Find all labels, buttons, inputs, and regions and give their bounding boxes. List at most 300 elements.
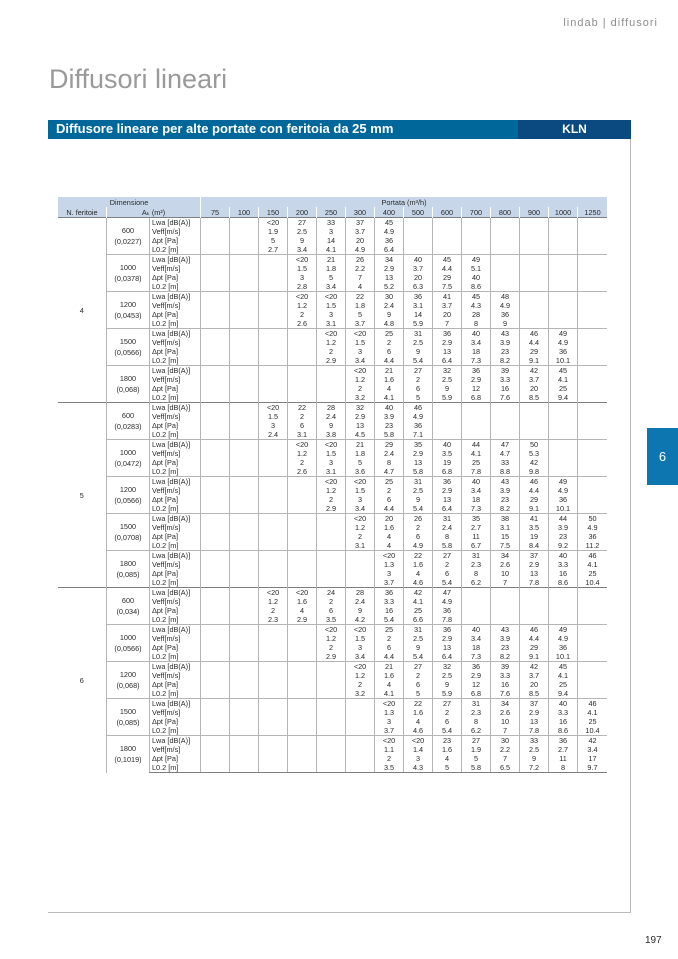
- param-label: Δpt [Pa]: [150, 310, 201, 319]
- value-cell: 2.9: [520, 708, 549, 717]
- value-cell: 2: [288, 458, 317, 467]
- value-cell: 2.9: [404, 449, 433, 458]
- value-cell: 36: [462, 366, 491, 376]
- value-cell: 38: [491, 514, 520, 524]
- value-cell: [230, 282, 259, 292]
- value-cell: 3.8: [317, 430, 346, 440]
- flow-col-800: 800: [491, 207, 520, 218]
- value-cell: [259, 486, 288, 495]
- param-label: Veff[m/s]: [150, 560, 201, 569]
- value-cell: 18: [462, 347, 491, 356]
- value-cell: [317, 680, 346, 689]
- value-cell: [578, 245, 607, 255]
- value-cell: 4: [375, 384, 404, 393]
- value-cell: 31: [462, 551, 491, 561]
- value-cell: [578, 421, 607, 430]
- value-cell: [317, 708, 346, 717]
- value-cell: 9.8: [520, 467, 549, 477]
- value-cell: 35: [462, 514, 491, 524]
- value-cell: [520, 606, 549, 615]
- value-cell: [433, 227, 462, 236]
- feritoie-count: 6: [58, 588, 107, 773]
- value-cell: [288, 717, 317, 726]
- param-label: L0.2 [m]: [150, 282, 201, 292]
- size-area: (0,0708): [114, 533, 142, 542]
- value-cell: [201, 495, 230, 504]
- value-cell: 1.5: [317, 449, 346, 458]
- value-cell: [317, 393, 346, 403]
- value-cell: 8: [375, 458, 404, 467]
- value-cell: [578, 597, 607, 606]
- param-label: Lwa [dB(A)]: [150, 292, 201, 302]
- value-cell: 3.6: [346, 467, 375, 477]
- value-cell: [201, 652, 230, 662]
- value-cell: 9.4: [549, 393, 578, 403]
- value-cell: 34: [491, 551, 520, 561]
- value-cell: [433, 412, 462, 421]
- value-cell: [201, 643, 230, 652]
- value-cell: <20: [259, 588, 288, 598]
- value-cell: 16: [549, 717, 578, 726]
- value-cell: 8.2: [491, 652, 520, 662]
- size-cell: [107, 218, 150, 255]
- value-cell: 2.2: [346, 264, 375, 273]
- value-cell: 28: [462, 310, 491, 319]
- param-label: Veff[m/s]: [150, 486, 201, 495]
- value-cell: 39: [491, 366, 520, 376]
- value-cell: 49: [549, 329, 578, 339]
- value-cell: 33: [317, 218, 346, 228]
- value-cell: [549, 412, 578, 421]
- value-cell: 4.1: [578, 708, 607, 717]
- value-cell: [259, 671, 288, 680]
- value-cell: 25: [578, 569, 607, 578]
- value-cell: [230, 597, 259, 606]
- value-cell: 2.8: [288, 282, 317, 292]
- param-label: L0.2 [m]: [150, 467, 201, 477]
- value-cell: [288, 754, 317, 763]
- value-cell: 4.2: [346, 615, 375, 625]
- value-cell: [317, 523, 346, 532]
- value-cell: 2: [404, 375, 433, 384]
- value-cell: [230, 338, 259, 347]
- value-cell: [404, 245, 433, 255]
- value-cell: [578, 689, 607, 699]
- value-cell: [491, 588, 520, 598]
- size-cell: [107, 329, 150, 366]
- value-cell: 40: [462, 329, 491, 339]
- flow-col-300: 300: [346, 207, 375, 218]
- value-cell: 5.4: [404, 504, 433, 514]
- value-cell: 9.4: [549, 689, 578, 699]
- param-label: L0.2 [m]: [150, 763, 201, 773]
- value-cell: 10: [491, 569, 520, 578]
- value-cell: [288, 662, 317, 672]
- value-cell: 1.2: [288, 301, 317, 310]
- value-cell: 3: [375, 717, 404, 726]
- param-label: Lwa [dB(A)]: [150, 662, 201, 672]
- value-cell: [549, 282, 578, 292]
- value-cell: 46: [520, 625, 549, 635]
- value-cell: [230, 301, 259, 310]
- flow-col-250: 250: [317, 207, 346, 218]
- value-cell: [317, 726, 346, 736]
- value-cell: 7.2: [520, 763, 549, 773]
- size-area: (0,0283): [114, 422, 142, 431]
- value-cell: [201, 421, 230, 430]
- frame-right-border: [630, 139, 631, 912]
- value-cell: [346, 551, 375, 561]
- value-cell: [259, 643, 288, 652]
- value-cell: [346, 726, 375, 736]
- param-label: Lwa [dB(A)]: [150, 255, 201, 265]
- value-cell: 6.7: [462, 541, 491, 551]
- value-cell: [201, 717, 230, 726]
- param-label: Δpt [Pa]: [150, 754, 201, 763]
- value-cell: [259, 458, 288, 467]
- value-cell: [433, 421, 462, 430]
- value-cell: [259, 736, 288, 746]
- value-cell: 2: [375, 486, 404, 495]
- value-cell: [491, 282, 520, 292]
- value-cell: [317, 560, 346, 569]
- value-cell: <20: [346, 329, 375, 339]
- value-cell: [520, 273, 549, 282]
- value-cell: [201, 245, 230, 255]
- value-cell: <20: [259, 218, 288, 228]
- value-cell: 2.9: [520, 560, 549, 569]
- value-cell: 8.6: [462, 282, 491, 292]
- value-cell: [404, 227, 433, 236]
- value-cell: [491, 421, 520, 430]
- value-cell: [288, 680, 317, 689]
- value-cell: 4.3: [462, 301, 491, 310]
- param-label: Lwa [dB(A)]: [150, 477, 201, 487]
- value-cell: 40: [549, 551, 578, 561]
- value-cell: 4.9: [346, 245, 375, 255]
- value-cell: 2.9: [317, 652, 346, 662]
- value-cell: 2.3: [462, 560, 491, 569]
- table-row: [58, 329, 608, 339]
- param-label: Lwa [dB(A)]: [150, 699, 201, 709]
- value-cell: [288, 652, 317, 662]
- value-cell: 29: [433, 273, 462, 282]
- value-cell: [201, 467, 230, 477]
- value-cell: 8: [462, 717, 491, 726]
- table-row: [58, 440, 608, 450]
- value-cell: [346, 560, 375, 569]
- value-cell: [317, 754, 346, 763]
- value-cell: 42: [520, 458, 549, 467]
- value-cell: 1.6: [433, 745, 462, 754]
- value-cell: [317, 375, 346, 384]
- value-cell: 2: [404, 671, 433, 680]
- value-cell: 36: [462, 662, 491, 672]
- value-cell: 2: [346, 680, 375, 689]
- value-cell: 6: [404, 532, 433, 541]
- value-cell: 12: [462, 680, 491, 689]
- value-cell: 3.4: [462, 634, 491, 643]
- table-row: [58, 514, 608, 524]
- value-cell: [230, 227, 259, 236]
- value-cell: [520, 412, 549, 421]
- value-cell: [520, 588, 549, 598]
- value-cell: 2.4: [375, 449, 404, 458]
- value-cell: 1.2: [346, 671, 375, 680]
- value-cell: [230, 643, 259, 652]
- value-cell: 5: [462, 754, 491, 763]
- value-cell: 9: [433, 680, 462, 689]
- value-cell: [549, 606, 578, 615]
- value-cell: 6: [433, 717, 462, 726]
- value-cell: 47: [491, 440, 520, 450]
- value-cell: 2.5: [520, 745, 549, 754]
- value-cell: [578, 338, 607, 347]
- value-cell: 2: [433, 560, 462, 569]
- value-cell: 2: [346, 384, 375, 393]
- table-row: [58, 292, 608, 302]
- param-label: Δpt [Pa]: [150, 495, 201, 504]
- value-cell: 27: [433, 551, 462, 561]
- value-cell: 1.5: [346, 338, 375, 347]
- value-cell: [578, 615, 607, 625]
- value-cell: [259, 393, 288, 403]
- value-cell: 40: [462, 477, 491, 487]
- size-cell: [107, 366, 150, 403]
- value-cell: 16: [491, 680, 520, 689]
- value-cell: 50: [578, 514, 607, 524]
- value-cell: [288, 625, 317, 635]
- value-cell: 2.9: [346, 412, 375, 421]
- value-cell: 1.2: [317, 486, 346, 495]
- value-cell: [259, 560, 288, 569]
- value-cell: 9.7: [578, 763, 607, 773]
- value-cell: [201, 393, 230, 403]
- value-cell: [288, 569, 317, 578]
- value-cell: [491, 236, 520, 245]
- value-cell: 4.3: [404, 763, 433, 773]
- value-cell: 22: [288, 403, 317, 413]
- value-cell: 36: [433, 625, 462, 635]
- value-cell: [491, 255, 520, 265]
- value-cell: 1.6: [375, 671, 404, 680]
- value-cell: [259, 292, 288, 302]
- value-cell: [288, 763, 317, 773]
- value-cell: [288, 514, 317, 524]
- value-cell: [491, 597, 520, 606]
- value-cell: 10.1: [549, 652, 578, 662]
- value-cell: [578, 292, 607, 302]
- value-cell: [230, 375, 259, 384]
- value-cell: 9: [317, 421, 346, 430]
- value-cell: 5.4: [404, 652, 433, 662]
- value-cell: 4.7: [375, 467, 404, 477]
- value-cell: 3.7: [346, 227, 375, 236]
- value-cell: 27: [462, 736, 491, 746]
- value-cell: [288, 366, 317, 376]
- value-cell: [230, 523, 259, 532]
- value-cell: [462, 597, 491, 606]
- value-cell: [259, 662, 288, 672]
- value-cell: [346, 578, 375, 588]
- value-cell: 4: [433, 754, 462, 763]
- value-cell: 13: [433, 347, 462, 356]
- value-cell: 5.9: [404, 319, 433, 329]
- value-cell: [201, 745, 230, 754]
- value-cell: 2: [317, 643, 346, 652]
- value-cell: [230, 477, 259, 487]
- value-cell: 14: [404, 310, 433, 319]
- value-cell: [259, 652, 288, 662]
- size-area: (0,0472): [114, 459, 142, 468]
- value-cell: 7.5: [433, 282, 462, 292]
- chapter-tab[interactable]: 6: [647, 428, 678, 485]
- value-cell: 48: [491, 292, 520, 302]
- feritoie-count: 5: [58, 403, 107, 588]
- value-cell: [288, 541, 317, 551]
- value-cell: 3: [259, 421, 288, 430]
- section-header-bar: [48, 120, 631, 139]
- value-cell: 5.9: [433, 393, 462, 403]
- value-cell: 31: [433, 514, 462, 524]
- value-cell: 2: [375, 634, 404, 643]
- value-cell: 47: [433, 588, 462, 598]
- value-cell: 46: [520, 477, 549, 487]
- size-cell: [107, 292, 150, 329]
- value-cell: 1.6: [288, 597, 317, 606]
- value-cell: 4.1: [375, 689, 404, 699]
- value-cell: [317, 569, 346, 578]
- value-cell: 4.7: [491, 449, 520, 458]
- value-cell: 2.9: [375, 264, 404, 273]
- value-cell: [549, 301, 578, 310]
- size-length: 1000: [119, 448, 137, 457]
- value-cell: 4.4: [520, 338, 549, 347]
- value-cell: [288, 356, 317, 366]
- value-cell: [201, 560, 230, 569]
- value-cell: [549, 264, 578, 273]
- value-cell: [578, 588, 607, 598]
- value-cell: 6: [404, 680, 433, 689]
- value-cell: [201, 477, 230, 487]
- value-cell: <20: [375, 551, 404, 561]
- value-cell: 3.7: [375, 578, 404, 588]
- value-cell: 1.3: [375, 708, 404, 717]
- value-cell: [230, 218, 259, 228]
- value-cell: 3: [346, 643, 375, 652]
- param-label: Veff[m/s]: [150, 597, 201, 606]
- value-cell: 25: [404, 606, 433, 615]
- value-cell: 46: [578, 699, 607, 709]
- value-cell: [520, 245, 549, 255]
- value-cell: 3.2: [346, 689, 375, 699]
- value-cell: [520, 227, 549, 236]
- value-cell: 6.8: [462, 689, 491, 699]
- value-cell: 2: [259, 606, 288, 615]
- value-cell: [230, 393, 259, 403]
- value-cell: [462, 430, 491, 440]
- value-cell: [520, 292, 549, 302]
- value-cell: 27: [288, 218, 317, 228]
- value-cell: 14: [317, 236, 346, 245]
- value-cell: 44: [462, 440, 491, 450]
- value-cell: [230, 763, 259, 773]
- value-cell: 36: [404, 292, 433, 302]
- value-cell: [259, 384, 288, 393]
- value-cell: 5.4: [433, 726, 462, 736]
- value-cell: 6: [375, 643, 404, 652]
- value-cell: 2: [404, 523, 433, 532]
- value-cell: [549, 458, 578, 467]
- value-cell: [259, 699, 288, 709]
- value-cell: [491, 264, 520, 273]
- value-cell: 1.8: [346, 449, 375, 458]
- value-cell: [201, 597, 230, 606]
- value-cell: 2: [317, 495, 346, 504]
- value-cell: [259, 634, 288, 643]
- value-cell: 6.4: [433, 504, 462, 514]
- value-cell: 35: [404, 440, 433, 450]
- value-cell: 5.8: [375, 430, 404, 440]
- value-cell: [201, 347, 230, 356]
- value-cell: <20: [317, 292, 346, 302]
- value-cell: [259, 717, 288, 726]
- value-cell: [201, 227, 230, 236]
- value-cell: 9: [404, 495, 433, 504]
- value-cell: 25: [549, 384, 578, 393]
- value-cell: 5.8: [462, 763, 491, 773]
- value-cell: [259, 347, 288, 356]
- value-cell: 1.3: [375, 560, 404, 569]
- param-label: Veff[m/s]: [150, 634, 201, 643]
- value-cell: 40: [433, 440, 462, 450]
- size-area: (0,0566): [114, 496, 142, 505]
- value-cell: [317, 384, 346, 393]
- value-cell: 28: [317, 403, 346, 413]
- value-cell: [259, 523, 288, 532]
- value-cell: [201, 699, 230, 709]
- value-cell: [578, 440, 607, 450]
- value-cell: 9: [433, 384, 462, 393]
- value-cell: [201, 541, 230, 551]
- value-cell: 12: [462, 384, 491, 393]
- value-cell: 8.2: [491, 356, 520, 366]
- param-label: Veff[m/s]: [150, 301, 201, 310]
- value-cell: [288, 578, 317, 588]
- value-cell: 45: [433, 255, 462, 265]
- value-cell: 4.4: [375, 652, 404, 662]
- size-length: 1800: [119, 744, 137, 754]
- value-cell: [201, 384, 230, 393]
- value-cell: 36: [433, 329, 462, 339]
- value-cell: 2.6: [288, 319, 317, 329]
- value-cell: [288, 338, 317, 347]
- value-cell: [549, 236, 578, 245]
- value-cell: 11: [549, 754, 578, 763]
- value-cell: 49: [462, 255, 491, 265]
- value-cell: 7: [491, 726, 520, 736]
- feritoie-count: 4: [58, 218, 107, 403]
- value-cell: 25: [578, 717, 607, 726]
- value-cell: 16: [375, 606, 404, 615]
- value-cell: [259, 532, 288, 541]
- value-cell: [549, 310, 578, 319]
- value-cell: [201, 634, 230, 643]
- param-label: Lwa [dB(A)]: [150, 551, 201, 561]
- value-cell: 41: [433, 292, 462, 302]
- value-cell: [288, 708, 317, 717]
- table-row: [58, 699, 608, 709]
